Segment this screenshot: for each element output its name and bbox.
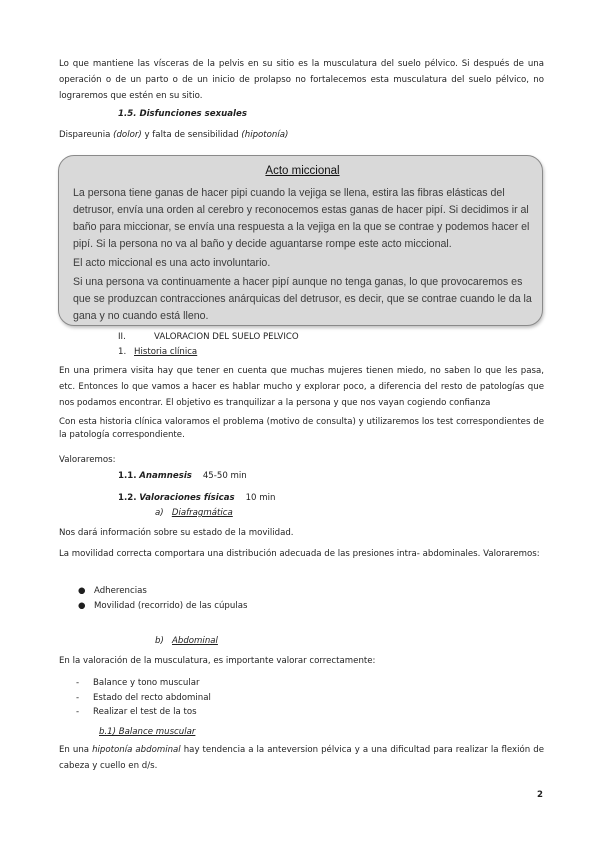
diafragmatica-heading: [155, 507, 233, 519]
primera-visita-paragraph: En una primera visita hay que tener en cuenta que muchas mujeres tienen miedo, no saben lo que les pasa, etc. Entonces lo que vamos a hacer es hablar mucho y explorar poco, a diferencia del resto de patologías que nos podamos encontrar. El objetivo es tranquilizar a la persona y que nos vayan cogiendo confianza: [59, 366, 544, 408]
dispareunia-line: [59, 127, 544, 143]
sensibilidad-text: y falta de sensibilidad: [141, 130, 242, 140]
bullet-icon: ●: [78, 586, 86, 596]
dash-icon: -: [76, 707, 80, 717]
callout-title: Acto miccional: [265, 165, 340, 177]
bullet-icon: ●: [78, 600, 86, 611]
diafragmatica-label: Diafragmática: [171, 508, 233, 518]
callout-paragraph-1: La persona tiene ganas de hacer pipi cuando la vejiga se llena, estira las fibras elásticas del detrusor, envía una orden al cerebro y reconocemos estas ganas de hacer pipí. Si decidimos ir al baño para miccionar, se envía una respuesta a la vejiga en la que se contrae y podemos hacer el pipí. Si la persona no va al baño y decide aguantarse rompe este acto miccional.: [73, 187, 530, 250]
historia-clinica-heading: Historia clínica: [134, 347, 198, 357]
hipotonia-text: (hipotonía): [241, 130, 289, 140]
valoraciones-fisicas-heading: [118, 492, 275, 504]
valoraciones-label: Valoraciones físicas: [139, 493, 235, 503]
valoraremos-label: Valoraremos:: [59, 455, 116, 465]
anamnesis-label: Anamnesis: [139, 471, 192, 481]
balance-muscular-heading: b.1) Balance muscular: [99, 727, 196, 737]
list-item: - Balance y tono muscular: [76, 676, 211, 691]
abdominal-heading: [155, 635, 218, 647]
heading-disfunciones-sexuales: 1.5. Disfunciones sexuales: [118, 109, 247, 119]
list-item: - Realizar el test de la tos: [76, 705, 211, 720]
hipotonia-text-b: hay tendencia a la anteversion pélvica y a una dificultad para realizar la flexión de cabeza y cuello en d/s.: [59, 745, 544, 771]
valoraciones-number: 1.2.: [118, 493, 137, 503]
list-item: ● Adherencias: [78, 584, 247, 599]
diafragmatica-bullet-list: [78, 584, 247, 613]
section-numeral: II.: [118, 332, 126, 342]
anamnesis-heading: [118, 470, 247, 482]
anamnesis-number: 1.1.: [118, 471, 137, 481]
hipotonia-paragraph: [59, 742, 544, 774]
dash-icon: -: [76, 692, 80, 703]
callout-paragraph-2: El acto miccional es una acto involuntario.: [73, 257, 271, 269]
historia-clinica-paragraph: Con esta historia clínica valoramos el problema (motivo de consulta) y utilizaremos los test correspondientes de la patología correspondiente.: [59, 417, 544, 441]
valoracion-musculatura-paragraph: En la valoración de la musculatura, es importante valorar correctamente:: [59, 656, 376, 666]
section-title: VALORACION DEL SUELO PELVICO: [154, 332, 299, 342]
movilidad-correcta-paragraph: La movilidad correcta comportara una distribución adecuada de las presiones intra- abdominales. Valoraremos:: [59, 549, 540, 559]
dispareunia-text: Dispareunia: [59, 130, 114, 140]
diafragmatica-letter: a): [155, 508, 164, 518]
dolor-text: (dolor): [113, 130, 142, 140]
list-item: ● Movilidad (recorrido) de las cúpulas: [78, 599, 247, 614]
valoraciones-time: 10 min: [245, 493, 276, 503]
movilidad-info-paragraph: Nos dará información sobre su estado de la movilidad.: [59, 528, 294, 538]
hipotonia-text-a: En una: [59, 745, 93, 755]
acto-miccional-callout: [58, 155, 543, 326]
abdominal-dash-list: [76, 676, 211, 720]
callout-paragraph-3: Si una persona va continuamente a hacer pipí aunque no tenga ganas, lo que provocaremos es que se produzcan contracciones anárquicas del detrusor, es decir, que se contrae cuando le da la gana y no cuando está lleno.: [73, 276, 532, 322]
page-number: 2: [537, 790, 543, 800]
abdominal-letter: b): [155, 636, 164, 646]
subsection-number: 1.: [118, 347, 127, 357]
hipotonia-abdominal-text: hipotonía abdominal: [92, 745, 181, 755]
dash-icon: -: [76, 678, 80, 688]
anamnesis-time: 45-50 min: [202, 471, 247, 481]
intro-paragraph: Lo que mantiene las vísceras de la pelvis en su sitio es la musculatura del suelo pélvico. Si después de una operación o de un parto o de un inicio de prolapso no fortalecemos esta musculatura del suelo pélvico, no lograremos que estén en su sitio.: [59, 59, 544, 101]
abdominal-label: Abdominal: [172, 636, 218, 646]
list-item: - Estado del recto abdominal: [76, 691, 211, 706]
